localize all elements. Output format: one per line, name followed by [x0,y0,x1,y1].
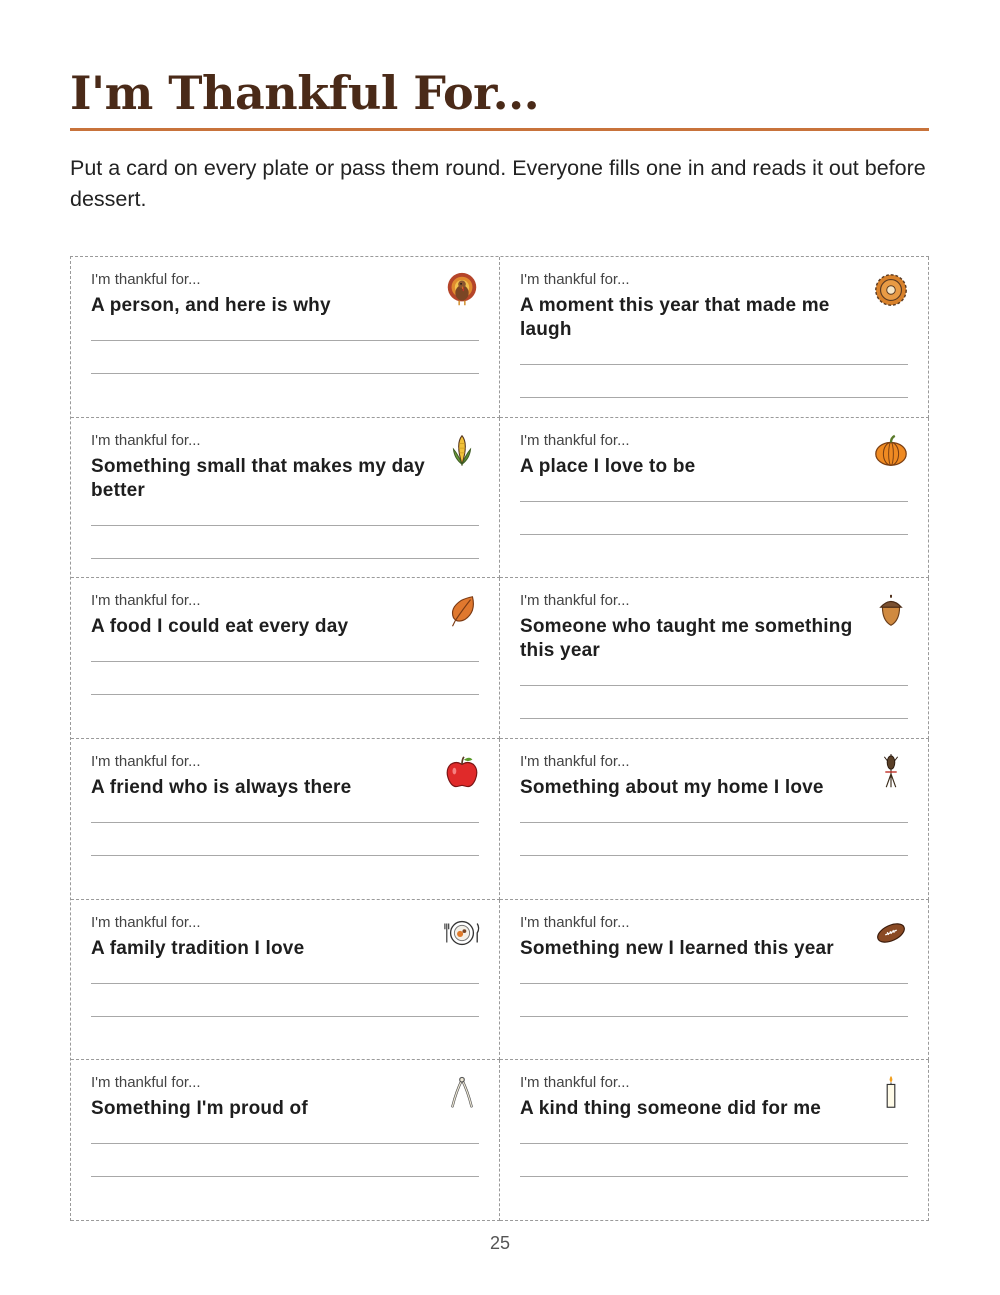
candle-icon [872,1074,910,1112]
card-prompt: Someone who taught me something this year [520,616,853,662]
acorn-icon [872,592,910,630]
write-line [520,534,908,535]
thankful-card [71,578,500,739]
card-kicker: I'm thankful for... [91,753,201,770]
thankful-card [500,900,929,1061]
write-line [91,525,479,526]
thankful-card [71,418,500,579]
card-grid [70,256,929,1221]
write-line [520,364,908,365]
card-prompt: A friend who is always there [91,777,352,798]
write-line [91,1016,479,1017]
write-line [91,1143,479,1144]
card-prompt: Something small that makes my day better [91,455,425,501]
page-title: I'm Thankful For... [70,66,540,120]
card-kicker: I'm thankful for... [91,913,201,931]
thankful-card [71,257,500,418]
wishbone-icon [443,1074,481,1112]
thankful-card [500,257,929,418]
card-prompt: Something about my home I love [520,777,824,798]
pie-icon [872,271,910,309]
card-kicker: I'm thankful for... [520,431,630,449]
write-line [520,1176,908,1177]
write-line [91,661,479,662]
card-kicker: I'm thankful for... [91,592,201,610]
apple-icon [443,753,481,791]
card-kicker: I'm thankful for... [91,271,201,288]
pumpkin-icon [872,432,910,470]
leaf-icon [443,592,481,630]
football-icon [872,914,910,952]
title-rule [70,128,929,131]
card-prompt: A person, and here is why [91,295,331,316]
card-kicker: I'm thankful for... [520,1074,630,1092]
write-line [520,1143,908,1144]
write-line [520,822,908,823]
write-line [91,983,479,984]
turkey-icon [443,271,481,309]
plate-icon [443,914,481,952]
write-line [520,501,908,502]
card-kicker: I'm thankful for... [520,913,630,931]
card-kicker: I'm thankful for... [520,271,630,288]
card-prompt: A food I could eat every day [91,616,349,638]
write-line [520,718,908,719]
thankful-card [71,900,500,1061]
thankful-card [500,1060,929,1221]
thankful-card [500,418,929,579]
write-line [91,373,479,374]
thankful-card [500,739,929,900]
write-line [91,822,479,823]
write-line [520,397,908,398]
thankful-card [71,1060,500,1221]
card-kicker: I'm thankful for... [91,431,201,449]
write-line [91,855,479,856]
write-line [520,1016,908,1017]
thankful-card [71,739,500,900]
intro-text: Put a card on every plate or pass them round. Everyone fills one in and reads it out before dessert. [70,156,926,211]
write-line [520,685,908,686]
corn-icon [443,432,481,470]
card-prompt: A moment this year that made me laugh [520,295,830,340]
card-prompt: A family tradition I love [91,937,305,959]
card-prompt: A place I love to be [520,455,696,477]
write-line [520,983,908,984]
card-kicker: I'm thankful for... [520,753,630,770]
thankful-card [500,578,929,739]
write-line [91,694,479,695]
write-line [91,558,479,559]
write-line [520,855,908,856]
wheat-icon [872,753,910,791]
page-number: 25 [489,1233,511,1253]
write-line [91,1176,479,1177]
write-line [91,340,479,341]
card-kicker: I'm thankful for... [520,592,630,610]
card-prompt: A kind thing someone did for me [520,1098,822,1120]
card-kicker: I'm thankful for... [91,1074,201,1092]
card-prompt: Something I'm proud of [91,1098,308,1120]
card-prompt: Something new I learned this year [520,937,834,959]
